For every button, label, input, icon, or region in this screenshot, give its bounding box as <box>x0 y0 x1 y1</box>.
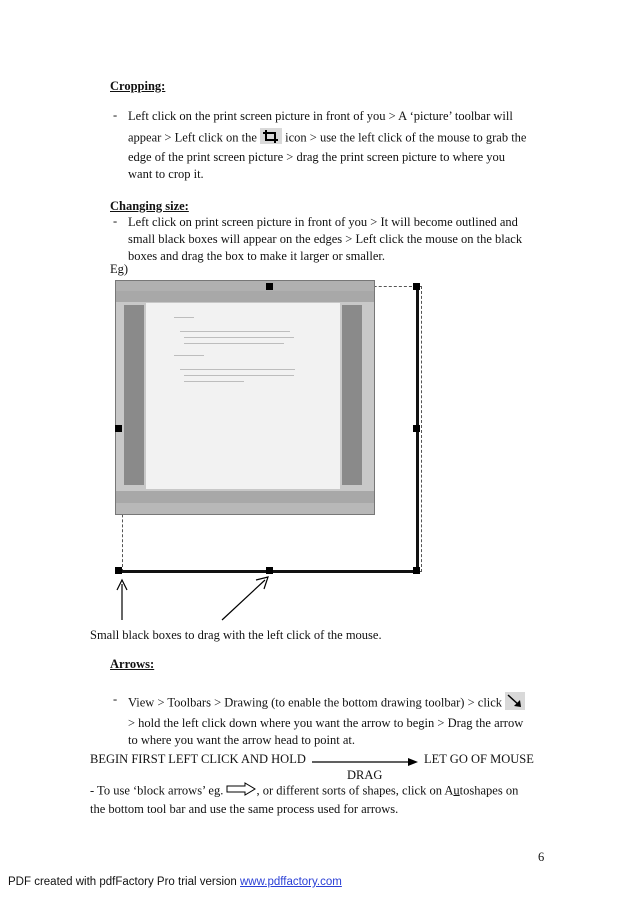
screenshot-drawing-toolbar <box>116 491 374 503</box>
changing-size-line-3: boxes and drag the box to make it larger or smaller. <box>128 249 385 263</box>
arrows-bullet-dash: - <box>113 692 118 706</box>
block-arrow-icon <box>226 782 256 801</box>
handles-caption: Small black boxes to drag with the left click of the mouse. <box>90 628 382 642</box>
cropping-line-2 <box>128 128 548 149</box>
pointer-arrow-left <box>117 580 127 620</box>
cropping-line-3: edge of the print screen picture > drag the print screen picture to where you <box>128 150 506 164</box>
cropping-line-4: want to crop it. <box>128 167 204 181</box>
screenshot-toolbar <box>116 291 374 302</box>
crop-icon <box>260 128 282 149</box>
block-arrows-line-1b: , or different sorts of shapes, click on A <box>256 783 454 798</box>
pdf-footer <box>8 876 342 888</box>
block-arrows-line-1 <box>90 782 550 801</box>
block-arrows-line-2: the bottom tool bar and use the same process used for arrows. <box>90 802 399 816</box>
screenshot-left-margin <box>124 305 144 485</box>
cropping-line-1: Left click on the print screen picture in front of you > A ‘picture’ toolbar will <box>128 109 513 123</box>
arrows-line-3: to where you want the arrow head to point at. <box>128 733 356 747</box>
arrows-line-1 <box>128 692 558 715</box>
drag-arrow <box>312 756 422 768</box>
arrow-tool-icon <box>505 692 525 715</box>
arrows-line-2: > hold the left click down where you want the arrow to begin > Drag the arrow <box>128 716 524 730</box>
changing-size-bullet-dash: - <box>113 214 118 228</box>
block-arrows-line-1-underlined: u <box>453 783 460 798</box>
drag-label: DRAG <box>347 768 383 782</box>
footer-text: PDF created with pdfFactory Pro trial version <box>8 876 240 888</box>
arrows-line-1-text: View > Toolbars > Drawing (to enable the bottom drawing toolbar) > click <box>128 695 503 710</box>
changing-size-line-2: small black boxes will appear on the edges > Left click the mouse on the black <box>128 232 523 246</box>
resize-handle-mid-right[interactable] <box>413 425 420 432</box>
end-label: LET GO OF MOUSE <box>424 752 534 766</box>
cropping-bullet-dash: - <box>113 108 118 122</box>
screenshot-statusbar <box>116 503 374 514</box>
changing-size-text <box>128 214 548 265</box>
screenshot-page <box>146 303 340 489</box>
resize-handle-bottom-right[interactable] <box>413 567 420 574</box>
arrows-text <box>128 692 558 749</box>
resize-handle-top-right[interactable] <box>413 283 420 290</box>
eg-label: Eg) <box>110 262 129 276</box>
begin-label: BEGIN FIRST LEFT CLICK AND HOLD <box>90 752 306 766</box>
changing-size-line-1: Left click on print screen picture in front of you > It will become outlined and <box>128 215 518 229</box>
pointer-arrows <box>110 570 290 622</box>
block-arrows-line-1c: toshapes on <box>459 783 519 798</box>
page-number: 6 <box>538 850 545 864</box>
block-arrows-line-1a: - To use ‘block arrows’ eg. <box>90 783 224 798</box>
changing-size-heading: Changing size: <box>110 199 189 213</box>
resize-handle-top-center[interactable] <box>266 283 273 290</box>
arrows-heading: Arrows: <box>110 657 155 671</box>
word-screenshot <box>115 280 375 515</box>
screenshot-right-margin <box>342 305 362 485</box>
cropping-text <box>128 108 548 183</box>
block-arrows-text <box>90 782 550 818</box>
example-figure <box>112 280 432 575</box>
pointer-arrow-right <box>222 577 268 620</box>
screenshot-menubar <box>116 281 374 291</box>
cropping-line-2a: appear > Left click on the <box>128 130 257 145</box>
cropping-line-2b: icon > use the left click of the mouse to grab the <box>285 130 527 145</box>
resize-handle-mid-left[interactable] <box>115 425 122 432</box>
cropping-heading: Cropping: <box>110 79 166 93</box>
footer-link[interactable]: www.pdffactory.com <box>240 876 342 888</box>
